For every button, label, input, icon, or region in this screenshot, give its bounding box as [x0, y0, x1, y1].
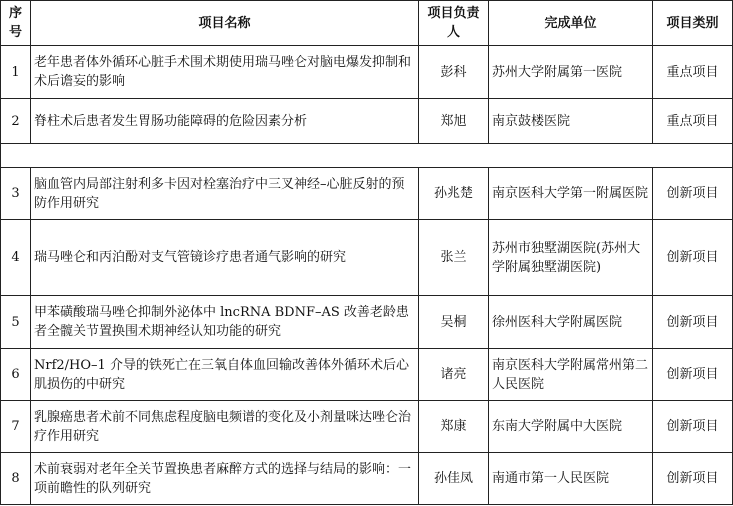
header-type: 项目类别	[653, 1, 733, 46]
cell-no: 2	[1, 99, 31, 144]
cell-unit: 苏州大学附属第一医院	[489, 46, 653, 99]
cell-type: 创新项目	[653, 296, 733, 349]
cell-name: 甲苯磺酸瑞马唑仑抑制外泌体中 lncRNA BDNF–AS 改善老龄患者全髋关节置换围术期神经认知功能的研究	[31, 296, 419, 349]
cell-name: 脊柱术后患者发生胃肠功能障碍的危险因素分析	[31, 99, 419, 144]
header-unit: 完成单位	[489, 1, 653, 46]
cell-name: 术前衰弱对老年全关节置换患者麻醉方式的选择与结局的影响：一项前瞻性的队列研究	[31, 453, 419, 505]
table-row	[1, 296, 733, 349]
separator-cell	[1, 144, 733, 168]
cell-name: Nrf2/HO–1 介导的铁死亡在三氧自体血回输改善体外循环术后心肌损伤的中研究	[31, 349, 419, 401]
cell-leader: 郑旭	[419, 99, 489, 144]
cell-type: 创新项目	[653, 453, 733, 505]
cell-name: 乳腺癌患者术前不同焦虑程度脑电频谱的变化及小剂量咪达唑仑治疗作用研究	[31, 401, 419, 453]
cell-no: 1	[1, 46, 31, 99]
cell-leader: 孙兆楚	[419, 168, 489, 220]
table-row	[1, 168, 733, 220]
cell-leader: 吴桐	[419, 296, 489, 349]
cell-no: 5	[1, 296, 31, 349]
cell-type: 重点项目	[653, 99, 733, 144]
cell-unit: 南京医科大学第一附属医院	[489, 168, 653, 220]
cell-no: 6	[1, 349, 31, 401]
cell-unit: 苏州市独墅湖医院(苏州大学附属独墅湖医院)	[489, 220, 653, 296]
empty-separator-row	[1, 144, 733, 168]
cell-leader: 张兰	[419, 220, 489, 296]
table-row	[1, 401, 733, 453]
cell-type: 创新项目	[653, 220, 733, 296]
cell-no: 7	[1, 401, 31, 453]
header-no: 序号	[1, 1, 31, 46]
cell-no: 3	[1, 168, 31, 220]
cell-name: 老年患者体外循环心脏手术围术期使用瑞马唑仑对脑电爆发抑制和术后谵妄的影响	[31, 46, 419, 99]
table-row	[1, 349, 733, 401]
table-row	[1, 220, 733, 296]
cell-no: 4	[1, 220, 31, 296]
table-row	[1, 453, 733, 505]
table-row	[1, 99, 733, 144]
cell-leader: 孙佳凤	[419, 453, 489, 505]
cell-type: 创新项目	[653, 168, 733, 220]
cell-name: 脑血管内局部注射利多卡因对栓塞治疗中三叉神经–心脏反射的预防作用研究	[31, 168, 419, 220]
cell-no: 8	[1, 453, 31, 505]
cell-unit: 南京鼓楼医院	[489, 99, 653, 144]
cell-leader: 诸亮	[419, 349, 489, 401]
cell-unit: 南京医科大学附属常州第二人民医院	[489, 349, 653, 401]
table-row	[1, 46, 733, 99]
cell-name: 瑞马唑仑和丙泊酚对支气管镜诊疗患者通气影响的研究	[31, 220, 419, 296]
cell-leader: 郑康	[419, 401, 489, 453]
cell-unit: 东南大学附属中大医院	[489, 401, 653, 453]
cell-unit: 南通市第一人民医院	[489, 453, 653, 505]
header-leader: 项目负责人	[419, 1, 489, 46]
table-header-row	[1, 1, 733, 46]
cell-unit: 徐州医科大学附属医院	[489, 296, 653, 349]
cell-leader: 彭科	[419, 46, 489, 99]
cell-type: 创新项目	[653, 349, 733, 401]
header-name: 项目名称	[31, 1, 419, 46]
cell-type: 创新项目	[653, 401, 733, 453]
cell-type: 重点项目	[653, 46, 733, 99]
